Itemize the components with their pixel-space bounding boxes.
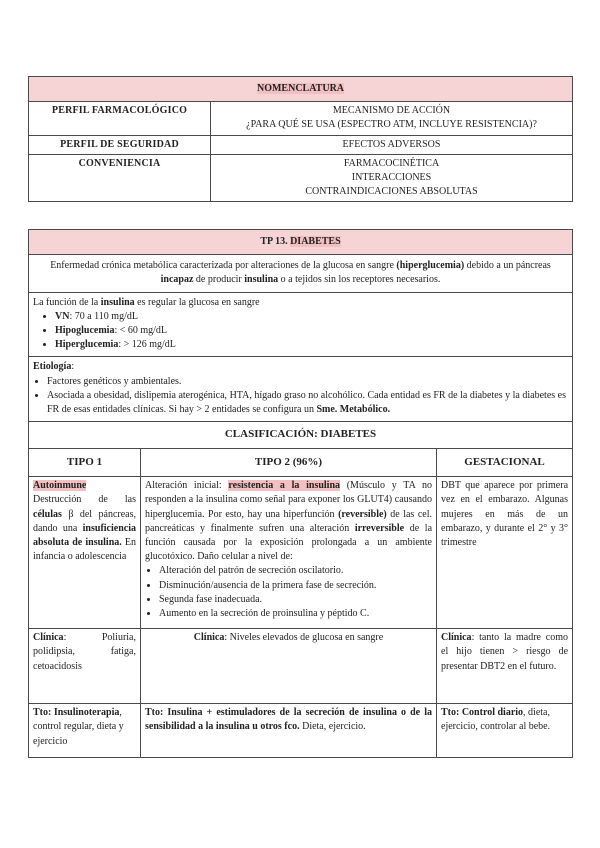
list-item: • Disminución/ausencia de la primera fase de secreción. bbox=[159, 579, 432, 593]
text-bold: insulina bbox=[100, 296, 135, 308]
list-item bbox=[55, 324, 566, 338]
text: , control regular, dieta y ejercicio bbox=[33, 707, 124, 747]
diabetes-header bbox=[29, 230, 573, 255]
cell-tipo1-description bbox=[29, 477, 141, 629]
etiology-title bbox=[33, 360, 566, 374]
list-item bbox=[55, 310, 566, 324]
list-item bbox=[47, 389, 566, 417]
cell-tipo1-tto bbox=[29, 704, 141, 758]
row-content bbox=[211, 135, 573, 154]
cell-gestacional-description: DBT que aparece por primera vez en el embarazo. Algunas mujeres en más de un embarazo, y durante el 2° y 3° trimestre bbox=[437, 477, 573, 629]
text-bold: Tto bbox=[441, 707, 456, 719]
diabetes-table bbox=[28, 229, 573, 758]
text: : Niveles elevados de glucosa en sangre bbox=[224, 632, 384, 644]
column-header-gestacional: GESTACIONAL bbox=[437, 448, 573, 477]
column-header-tipo1: TIPO 1 bbox=[29, 448, 141, 477]
text: : tanto la madre como el hijo tienen > riesgo de presentar DBT2 en el futuro. bbox=[441, 632, 569, 672]
column-header-tipo2: TIPO 2 (96%) bbox=[141, 448, 437, 477]
row-line: CONTRAINDICACIONES ABSOLUTAS bbox=[305, 186, 478, 198]
row-label: PERFIL DE SEGURIDAD bbox=[29, 135, 211, 154]
row-label: PERFIL FARMACOLÓGICO bbox=[29, 102, 211, 135]
row-line: INTERACCIONES bbox=[351, 171, 432, 183]
cell-tipo2-clinica bbox=[141, 629, 437, 704]
text: Dieta, ejercicio. bbox=[299, 721, 366, 733]
text-bold: incapaz bbox=[160, 274, 194, 286]
damage-list bbox=[145, 564, 432, 621]
glucose-levels-list bbox=[33, 310, 566, 353]
function-line bbox=[33, 296, 566, 310]
text: La función de la bbox=[33, 296, 101, 308]
list-item: • Aumento en la secreción de proinsulina y péptido C. bbox=[159, 607, 432, 621]
etiology-section bbox=[29, 357, 573, 422]
etiology-list bbox=[33, 375, 566, 418]
text: de producir bbox=[193, 274, 245, 286]
title-highlight: DIABETES bbox=[290, 236, 341, 247]
table-row bbox=[29, 154, 573, 202]
text: Enfermedad crónica metabólica caracterizada por alteraciones de la glucosa en sangre bbox=[50, 260, 397, 272]
nomenclature-header bbox=[29, 77, 573, 102]
text-bold: insuficiencia absoluta de insulina. bbox=[33, 522, 136, 549]
text-bold: insulina bbox=[244, 274, 279, 286]
text-highlight: resistencia a la insulina bbox=[228, 480, 341, 492]
text-bold: Etiología bbox=[33, 361, 72, 373]
text-bold: Hiperglucemia bbox=[55, 339, 119, 351]
cell-tipo2-tto bbox=[141, 704, 437, 758]
row-content bbox=[211, 154, 573, 202]
cell-tipo2-description bbox=[141, 477, 437, 629]
text-bold: Sme. Metabólico. bbox=[316, 403, 391, 415]
row-line: EFECTOS ADVERSOS bbox=[342, 138, 441, 150]
text-bold: (hiperglucemia) bbox=[396, 260, 465, 272]
nomenclature-title: NOMENCLATURA bbox=[256, 83, 345, 94]
text-bold: VN bbox=[55, 310, 70, 322]
cell-gestacional-clinica bbox=[437, 629, 573, 704]
text: : bbox=[71, 361, 75, 373]
text-bold: : Control diario bbox=[456, 707, 524, 719]
text-bold: Tto bbox=[33, 707, 48, 719]
table-row bbox=[29, 629, 573, 704]
table-header-row bbox=[29, 448, 573, 477]
list-item bbox=[55, 338, 566, 352]
row-label: CONVENIENCIA bbox=[29, 154, 211, 202]
nomenclature-table bbox=[28, 76, 573, 202]
text-bold: Tto bbox=[145, 707, 160, 719]
row-line: FARMACOCINÉTICA bbox=[343, 157, 440, 169]
table-row bbox=[29, 477, 573, 629]
text: es regular la glucosa en sangre bbox=[134, 296, 260, 308]
list-item: • Factores genéticos y ambientales. bbox=[47, 375, 566, 389]
text-bold: Clínica bbox=[193, 632, 225, 644]
list-item: • Segunda fase inadecuada. bbox=[159, 593, 432, 607]
text-bold: Hipoglucemia bbox=[55, 324, 115, 336]
text-bold: células bbox=[33, 508, 62, 520]
text: de la función causada por la exposición prolongada a un ambiente glucotóxico. Daño celular a nivel de: bbox=[145, 522, 433, 563]
intro-paragraph bbox=[29, 255, 573, 292]
text: o a tejidos sin los receptores necesarios. bbox=[278, 274, 441, 286]
text-bold: (reversible) bbox=[338, 508, 387, 520]
list-item: • Alteración del patrón de secreción oscilatorio. bbox=[159, 564, 432, 578]
cell-tipo1-clinica bbox=[29, 629, 141, 704]
text-bold: : Insulinoterapia bbox=[48, 707, 120, 719]
text: , dieta, ejercicio, controlar al bebe. bbox=[441, 707, 551, 733]
insulin-function bbox=[29, 292, 573, 357]
text: : > 126 mg/dL bbox=[118, 339, 176, 351]
tipo2-text bbox=[145, 479, 432, 564]
text-bold: Clínica bbox=[441, 632, 472, 644]
text-bold: Clínica bbox=[33, 632, 64, 644]
text: de las cel. pancreáticas y finalmente sufren una alteración bbox=[145, 508, 432, 534]
table-row bbox=[29, 135, 573, 154]
text: debido a un páncreas bbox=[464, 260, 551, 272]
text-bold: irreversible bbox=[354, 522, 405, 534]
cell-gestacional-tto bbox=[437, 704, 573, 758]
text: Asociada a obesidad, dislipemia aterogénica, HTA, hígado graso no alcohólico. Cada entidad es FR de la diabetes y la diabetes es FR de esas entidades clínicas. Si hay > 2 entidades se configura un bbox=[47, 389, 567, 415]
text: Destrucción de las bbox=[33, 494, 136, 506]
text: En infancia o adolescencia bbox=[33, 537, 136, 563]
row-line: MECANISMO DE ACCIÓN bbox=[332, 105, 451, 117]
text: β del páncreas, dando una bbox=[33, 508, 136, 534]
table-row bbox=[29, 704, 573, 758]
text-highlight: Autoinmune bbox=[33, 480, 87, 492]
text: : 70 a 110 mg/dL bbox=[69, 310, 138, 322]
row-content bbox=[211, 102, 573, 135]
row-line: ¿PARA QUÉ SE USA (ESPECTRO ATM, INCLUYE RESISTENCIA)? bbox=[246, 119, 537, 131]
text: : < 60 mg/dL bbox=[114, 324, 168, 336]
table-row bbox=[29, 102, 573, 135]
text: (Músculo y TA no responden a la insulina como señal para exponer los GLUT4) causando hiperglucemia. Por esto, hay una hiperfunción bbox=[145, 480, 432, 520]
text: : Poliuria, polidipsia, fatiga, cetoacidosis bbox=[33, 632, 136, 672]
text-bold: : Insulina + estimuladores de la secreción de insulina o de la sensibilidad a la insulina u otros fco. bbox=[145, 707, 432, 733]
text: Alteración inicial: bbox=[145, 480, 229, 492]
title-prefix: TP 13. bbox=[260, 236, 291, 247]
classification-header: CLASIFICACIÓN: DIABETES bbox=[29, 422, 573, 449]
